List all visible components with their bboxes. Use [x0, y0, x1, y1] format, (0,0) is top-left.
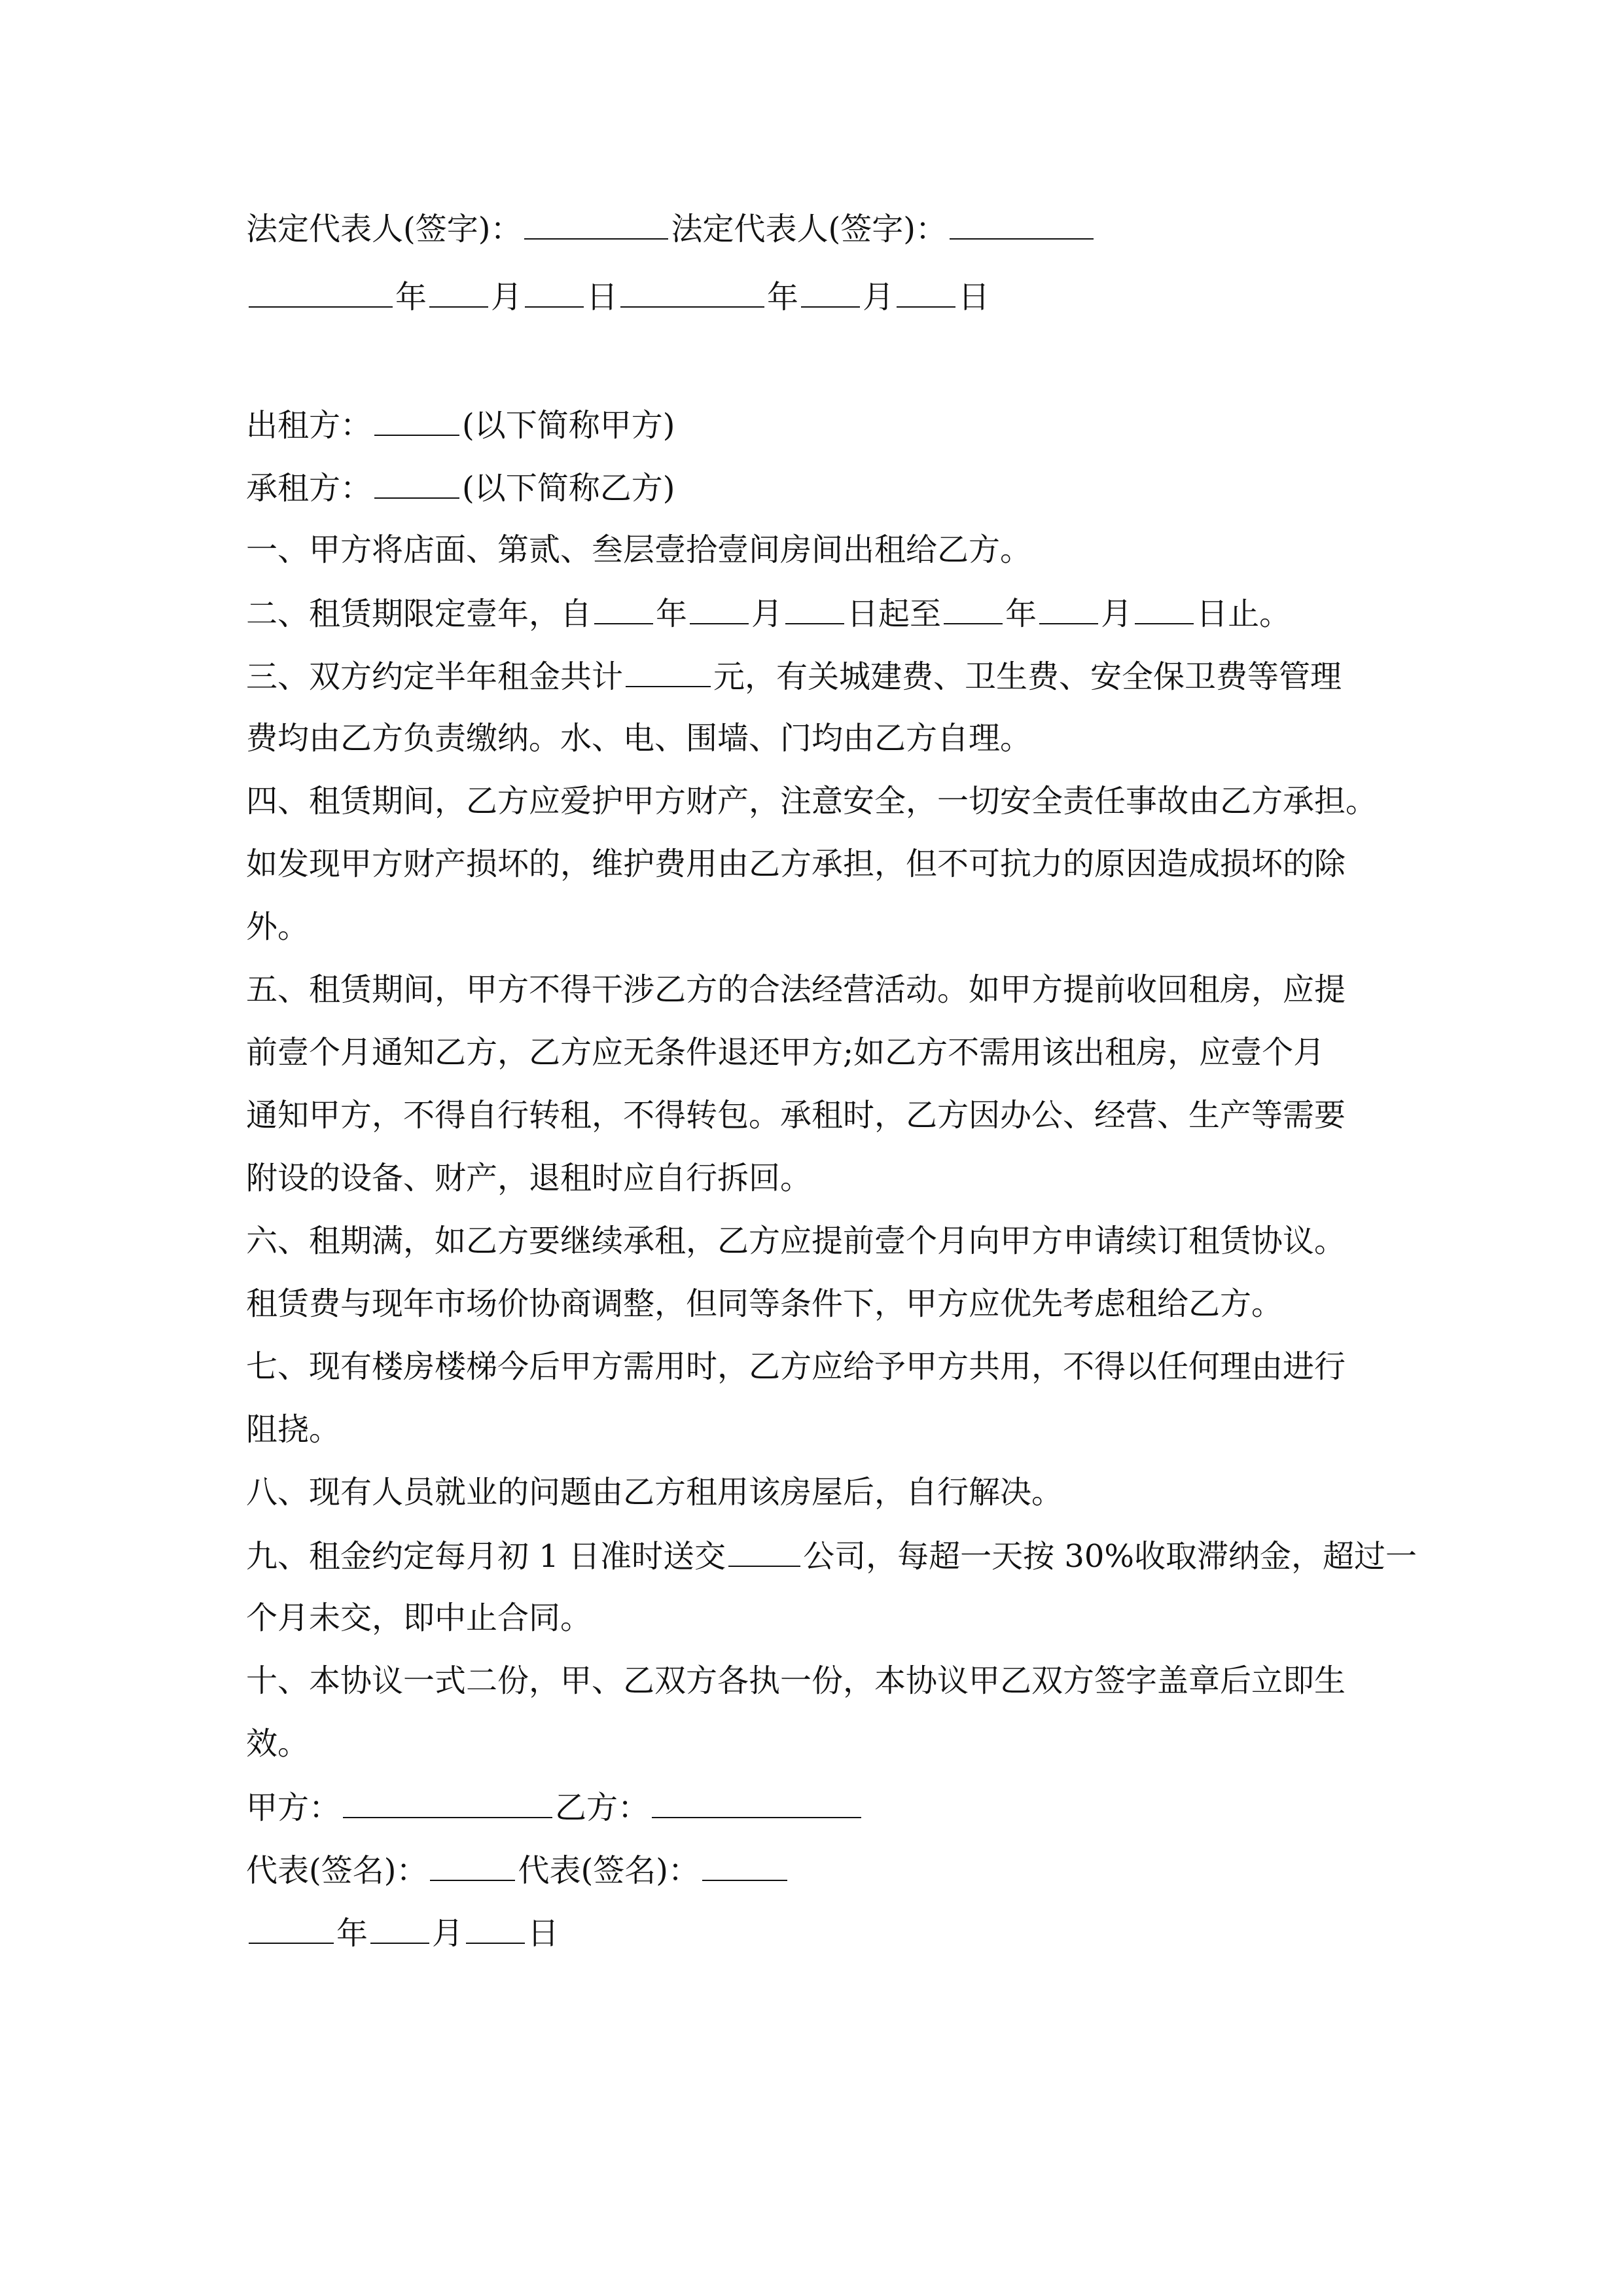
month-blank	[801, 276, 860, 308]
top-date-line	[246, 276, 1398, 317]
day-label: 日	[958, 279, 990, 315]
clause-3-text: 三、双方约定半年租金共计	[246, 658, 624, 695]
clause-9-text: 九、租金约定每月初 1 日准时送交	[246, 1538, 726, 1575]
company-blank	[728, 1535, 800, 1567]
legal-rep-label-b: 法定代表人(签字)：	[671, 211, 947, 247]
month-label: 月	[432, 1915, 464, 1952]
clause-6-line-1: 六、租期满，如乙方要继续承租，乙方应提前壹个月向甲方申请续订租赁协议。	[246, 1223, 1346, 1259]
bottom-date-line	[246, 1912, 1398, 1953]
rep-label-a: 代表(签名)：	[246, 1852, 428, 1889]
legal-rep-signature-line	[246, 208, 1398, 249]
signature-blank	[950, 208, 1094, 240]
clause-9-text: 公司，每超一天按 30%收取滞纳金，超过一	[803, 1538, 1418, 1575]
year-blank	[249, 1912, 334, 1944]
month-label: 月	[863, 279, 895, 315]
clause-6-line-2: 租赁费与现年市场价协商调整，但同等条件下，甲方应优先考虑租给乙方。	[246, 1285, 1283, 1322]
clause-2-text: 二、租赁期限定壹年，自	[246, 596, 592, 632]
clause-3-line-2: 费均由乙方负责缴纳。水、电、围墙、门均由乙方自理。	[246, 720, 1032, 757]
year-blank	[620, 276, 764, 308]
lessee-note: (以下简称乙方)	[462, 470, 675, 507]
month-blank	[429, 276, 488, 308]
lessor-note: (以下简称甲方)	[462, 407, 675, 444]
from-label: 日起至	[847, 596, 942, 632]
legal-rep-label-a: 法定代表人(签字)：	[246, 211, 522, 247]
year-label: 年	[1005, 596, 1037, 632]
party-b-label: 乙方：	[555, 1789, 650, 1826]
month-label: 月	[491, 279, 523, 315]
day-blank	[525, 276, 584, 308]
year-label: 年	[767, 279, 799, 315]
day-label: 日	[586, 279, 618, 315]
year-blank	[594, 593, 653, 624]
clause-5-line-1: 五、租赁期间，甲方不得干涉乙方的合法经营活动。如甲方提前收回租房，应提	[246, 971, 1346, 1008]
clause-3-text: 元，有关城建费、卫生费、安全保卫费等管理	[713, 658, 1342, 695]
clause-8: 八、现有人员就业的问题由乙方租用该房屋后，自行解决。	[246, 1474, 1063, 1511]
day-blank	[897, 276, 955, 308]
clause-9-line-1	[246, 1535, 1418, 1576]
clause-10-line-2: 效。	[246, 1725, 310, 1762]
clause-7-line-1: 七、现有楼房楼梯今后甲方需用时，乙方应给予甲方共用，不得以任何理由进行	[246, 1348, 1346, 1385]
lessor-line	[246, 404, 1398, 445]
clause-9-line-2: 个月未交，即中止合同。	[246, 1600, 592, 1636]
party-b-blank	[652, 1787, 861, 1818]
to-label: 日止。	[1196, 596, 1291, 632]
clause-4-line-3: 外。	[246, 908, 310, 945]
lessee-blank	[374, 467, 459, 499]
lessee-label: 承租方：	[246, 470, 372, 507]
rep-blank	[430, 1850, 515, 1881]
party-a-blank	[343, 1787, 552, 1818]
party-signature-line	[246, 1787, 1398, 1827]
day-blank	[1135, 593, 1194, 624]
clause-1: 一、甲方将店面、第贰、叁层壹拾壹间房间出租给乙方。	[246, 531, 1032, 568]
amount-blank	[626, 656, 711, 687]
day-blank	[466, 1912, 525, 1944]
day-blank	[785, 593, 844, 624]
month-blank	[1039, 593, 1098, 624]
year-label: 年	[336, 1915, 368, 1952]
month-blank	[370, 1912, 429, 1944]
lessor-blank	[374, 404, 459, 436]
month-blank	[690, 593, 749, 624]
day-label: 日	[527, 1915, 560, 1952]
lessor-label: 出租方：	[246, 407, 372, 444]
party-a-label: 甲方：	[246, 1789, 341, 1826]
clause-3-line-1	[246, 656, 1398, 696]
month-label: 月	[1101, 596, 1133, 632]
rep-label-b: 代表(签名)：	[518, 1852, 700, 1889]
rep-blank	[702, 1850, 787, 1881]
representative-signature-line	[246, 1850, 1398, 1890]
clause-2	[246, 593, 1398, 634]
year-blank	[944, 593, 1003, 624]
year-blank	[249, 276, 393, 308]
clause-4-line-2: 如发现甲方财产损坏的，维护费用由乙方承担，但不可抗力的原因造成损坏的除	[246, 846, 1346, 882]
clause-7-line-2: 阻挠。	[246, 1411, 341, 1448]
year-label: 年	[395, 279, 427, 315]
clause-5-line-2: 前壹个月通知乙方，乙方应无条件退还甲方;如乙方不需用该出租房，应壹个月	[246, 1034, 1325, 1071]
year-label: 年	[656, 596, 688, 632]
clause-10-line-1: 十、本协议一式二份，甲、乙双方各执一份，本协议甲乙双方签字盖章后立即生	[246, 1662, 1346, 1699]
signature-blank	[524, 208, 668, 240]
clause-5-line-3: 通知甲方，不得自行转租，不得转包。承租时，乙方因办公、经营、生产等需要	[246, 1097, 1346, 1134]
month-label: 月	[751, 596, 783, 632]
clause-5-line-4: 附设的设备、财产，退租时应自行拆回。	[246, 1160, 812, 1196]
clause-4-line-1: 四、租赁期间，乙方应爱护甲方财产，注意安全，一切安全责任事故由乙方承担。	[246, 783, 1378, 819]
lessee-line	[246, 467, 1398, 508]
